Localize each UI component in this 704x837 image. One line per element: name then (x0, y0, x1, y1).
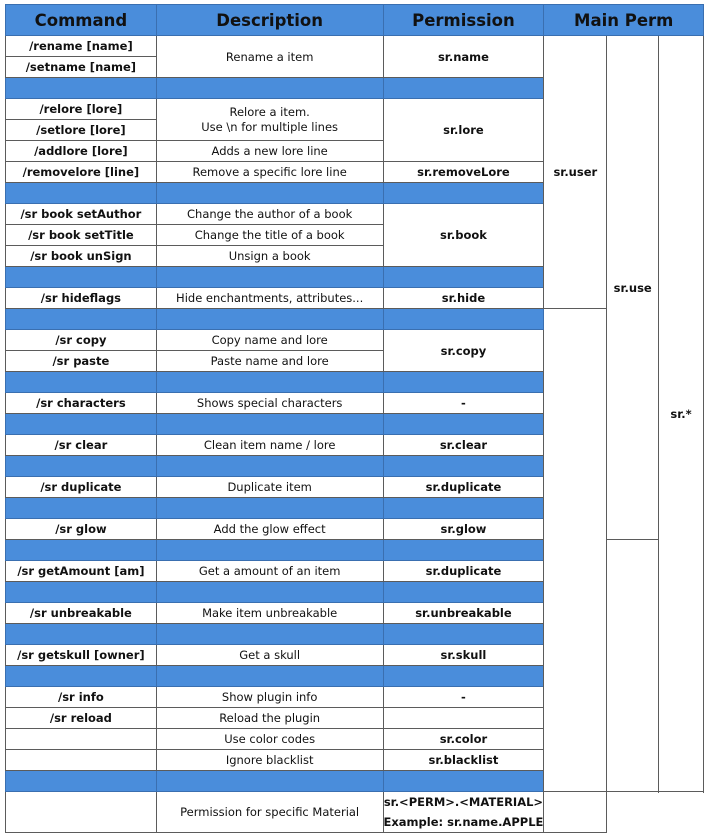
main-perm-user: sr.user (544, 36, 607, 309)
command-cell (6, 792, 157, 833)
permission-cell: sr.name (383, 36, 544, 78)
description-cell: Shows special characters (156, 393, 383, 414)
permission-cell: sr.duplicate (383, 477, 544, 498)
description-cell: Ignore blacklist (156, 750, 383, 771)
description-cell: Rename a item (156, 36, 383, 78)
description-cell: Permission for specific Material (156, 792, 383, 833)
header-command: Command (6, 5, 157, 36)
description-cell: Show plugin info (156, 687, 383, 708)
permission-cell: sr.blacklist (383, 750, 544, 771)
command-cell: /setlore [lore] (6, 120, 157, 141)
permission-line: sr.<PERM>.<MATERIAL> (383, 795, 544, 809)
command-cell: /sr info (6, 687, 157, 708)
command-cell: /sr glow (6, 519, 157, 540)
command-cell: /sr hideflags (6, 288, 157, 309)
main-perm-all: sr.* (659, 36, 704, 792)
header-main-perm: Main Perm (544, 5, 704, 36)
permission-cell: sr.skull (383, 645, 544, 666)
permission-cell (383, 708, 544, 729)
command-cell: /removelore [line] (6, 162, 157, 183)
command-cell: /sr unbreakable (6, 603, 157, 624)
command-cell (6, 729, 157, 750)
command-cell: /sr getskull [owner] (6, 645, 157, 666)
permission-cell: sr.lore (383, 99, 544, 162)
command-cell: /addlore [lore] (6, 141, 157, 162)
permission-cell: sr.removeLore (383, 162, 544, 183)
description-cell: Use color codes (156, 729, 383, 750)
permission-cell: sr.clear (383, 435, 544, 456)
command-cell: /sr book setTitle (6, 225, 157, 246)
command-cell: /sr book setAuthor (6, 204, 157, 225)
command-cell: /sr copy (6, 330, 157, 351)
description-cell: Reload the plugin (156, 708, 383, 729)
command-cell: /sr clear (6, 435, 157, 456)
command-cell: /sr getAmount [am] (6, 561, 157, 582)
permission-cell: sr.glow (383, 519, 544, 540)
description-line: Use \n for multiple lines (201, 119, 339, 134)
description-cell: Remove a specific lore line (156, 162, 383, 183)
header-row (6, 5, 704, 36)
description-cell: Make item unbreakable (156, 603, 383, 624)
main-perm-empty-cell (607, 540, 659, 792)
description-cell: Unsign a book (156, 246, 383, 267)
command-cell: /sr reload (6, 708, 157, 729)
description-cell: Paste name and lore (156, 351, 383, 372)
permission-cell (383, 792, 544, 833)
main-perm-empty-cell (544, 309, 607, 792)
description-cell: Add the glow effect (156, 519, 383, 540)
separator-row (6, 309, 704, 330)
permission-cell: sr.unbreakable (383, 603, 544, 624)
permission-cell: sr.hide (383, 288, 544, 309)
command-cell: /sr book unSign (6, 246, 157, 267)
command-cell (6, 750, 157, 771)
permission-cell: sr.duplicate (383, 561, 544, 582)
command-cell: /relore [lore] (6, 99, 157, 120)
permission-cell: sr.copy (383, 330, 544, 372)
main-perm-use: sr.use (607, 36, 659, 540)
command-cell: /setname [name] (6, 57, 157, 78)
description-cell: Duplicate item (156, 477, 383, 498)
description-cell: Clean item name / lore (156, 435, 383, 456)
permission-cell: sr.color (383, 729, 544, 750)
description-cell: Get a amount of an item (156, 561, 383, 582)
description-cell: Copy name and lore (156, 330, 383, 351)
table-row (6, 36, 704, 57)
description-cell: Get a skull (156, 645, 383, 666)
permission-cell: sr.book (383, 204, 544, 267)
permission-line: Example: sr.name.APPLE (383, 815, 544, 829)
description-cell: Adds a new lore line (156, 141, 383, 162)
permission-cell: - (383, 393, 544, 414)
command-cell: /sr characters (6, 393, 157, 414)
description-cell: Hide enchantments, attributes... (156, 288, 383, 309)
command-cell: /sr paste (6, 351, 157, 372)
header-description: Description (156, 5, 383, 36)
header-permission: Permission (383, 5, 544, 36)
command-cell: /rename [name] (6, 36, 157, 57)
description-line: Relore a item. (229, 104, 310, 119)
description-cell (156, 99, 383, 141)
permission-cell: - (383, 687, 544, 708)
permissions-table (5, 4, 704, 833)
command-cell: /sr duplicate (6, 477, 157, 498)
description-cell: Change the author of a book (156, 204, 383, 225)
description-cell: Change the title of a book (156, 225, 383, 246)
main-perm-empty-cell (544, 792, 607, 833)
